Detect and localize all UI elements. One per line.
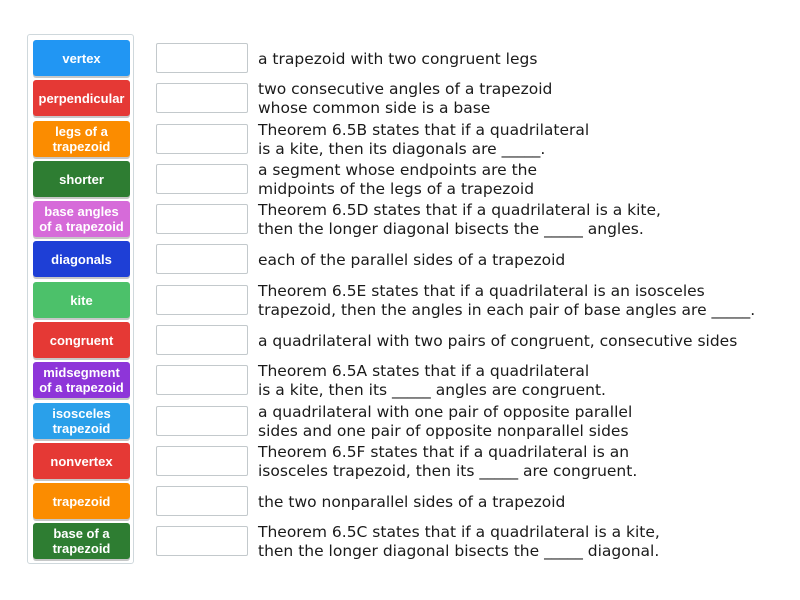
match-row xyxy=(156,443,796,483)
tile-nonvertex[interactable]: nonvertex xyxy=(33,443,130,479)
answer-slot[interactable] xyxy=(156,325,248,355)
answer-slot[interactable] xyxy=(156,204,248,234)
answer-slot[interactable] xyxy=(156,124,248,154)
tile-diagonals[interactable]: diagonals xyxy=(33,241,130,277)
clue-text: a quadrilateral with one pair of opposite parallel sides and one pair of opposite nonparallel sides xyxy=(258,403,633,440)
match-row xyxy=(156,80,796,120)
clue-text: Theorem 6.5D states that if a quadrilateral is a kite, then the longer diagonal bisects the _____ angles. xyxy=(258,201,661,238)
match-row xyxy=(156,40,796,80)
tile-shorter[interactable]: shorter xyxy=(33,161,130,197)
tile-congruent[interactable]: congruent xyxy=(33,322,130,358)
clue-text: a segment whose endpoints are the midpoints of the legs of a trapezoid xyxy=(258,161,538,198)
match-row xyxy=(156,523,796,563)
clue-text: a quadrilateral with two pairs of congruent, consecutive sides xyxy=(258,331,738,350)
tile-perpendicular[interactable]: perpendicular xyxy=(33,80,130,116)
tile-vertex[interactable]: vertex xyxy=(33,40,130,76)
clue-text: Theorem 6.5C states that if a quadrilateral is a kite, then the longer diagonal bisects the _____ diagonal. xyxy=(258,523,660,560)
word-bank xyxy=(27,34,134,564)
clue-text: Theorem 6.5F states that if a quadrilateral is an isosceles trapezoid, then its _____ are congruent. xyxy=(258,443,638,480)
match-row xyxy=(156,201,796,241)
tile-isosceles-trapezoid[interactable]: isosceles trapezoid xyxy=(33,403,130,439)
tile-kite[interactable]: kite xyxy=(33,282,130,318)
clue-text: the two nonparallel sides of a trapezoid xyxy=(258,492,566,511)
tile-base-angles-of-a-trapezoid[interactable]: base angles of a trapezoid xyxy=(33,201,130,237)
clue-text: Theorem 6.5E states that if a quadrilateral is an isosceles trapezoid, then the angles in each pair of base angles are _____. xyxy=(258,282,756,319)
clue-text: a trapezoid with two congruent legs xyxy=(258,49,538,68)
match-row xyxy=(156,403,796,443)
clue-text: Theorem 6.5B states that if a quadrilateral is a kite, then its diagonals are _____. xyxy=(258,121,590,158)
clue-text: Theorem 6.5A states that if a quadrilateral is a kite, then its _____ angles are congruent. xyxy=(258,362,606,399)
match-row xyxy=(156,121,796,161)
tile-midsegment-of-a-trapezoid[interactable]: midsegment of a trapezoid xyxy=(33,362,130,398)
match-row xyxy=(156,483,796,523)
clue-text: two consecutive angles of a trapezoid whose common side is a base xyxy=(258,80,553,117)
answer-slot[interactable] xyxy=(156,164,248,194)
clue-text: each of the parallel sides of a trapezoid xyxy=(258,250,566,269)
tile-legs-of-a-trapezoid[interactable]: legs of a trapezoid xyxy=(33,121,130,157)
match-row xyxy=(156,362,796,402)
tile-trapezoid[interactable]: trapezoid xyxy=(33,483,130,519)
answer-slot[interactable] xyxy=(156,365,248,395)
match-row xyxy=(156,322,796,362)
match-row xyxy=(156,161,796,201)
answer-slot[interactable] xyxy=(156,244,248,274)
answer-slot[interactable] xyxy=(156,83,248,113)
answer-slot[interactable] xyxy=(156,43,248,73)
answer-slot[interactable] xyxy=(156,285,248,315)
answer-slot[interactable] xyxy=(156,526,248,556)
match-row xyxy=(156,241,796,281)
answer-slot[interactable] xyxy=(156,486,248,516)
answer-slot[interactable] xyxy=(156,406,248,436)
match-row xyxy=(156,282,796,322)
tile-base-of-a-trapezoid[interactable]: base of a trapezoid xyxy=(33,523,130,559)
answer-slot[interactable] xyxy=(156,446,248,476)
